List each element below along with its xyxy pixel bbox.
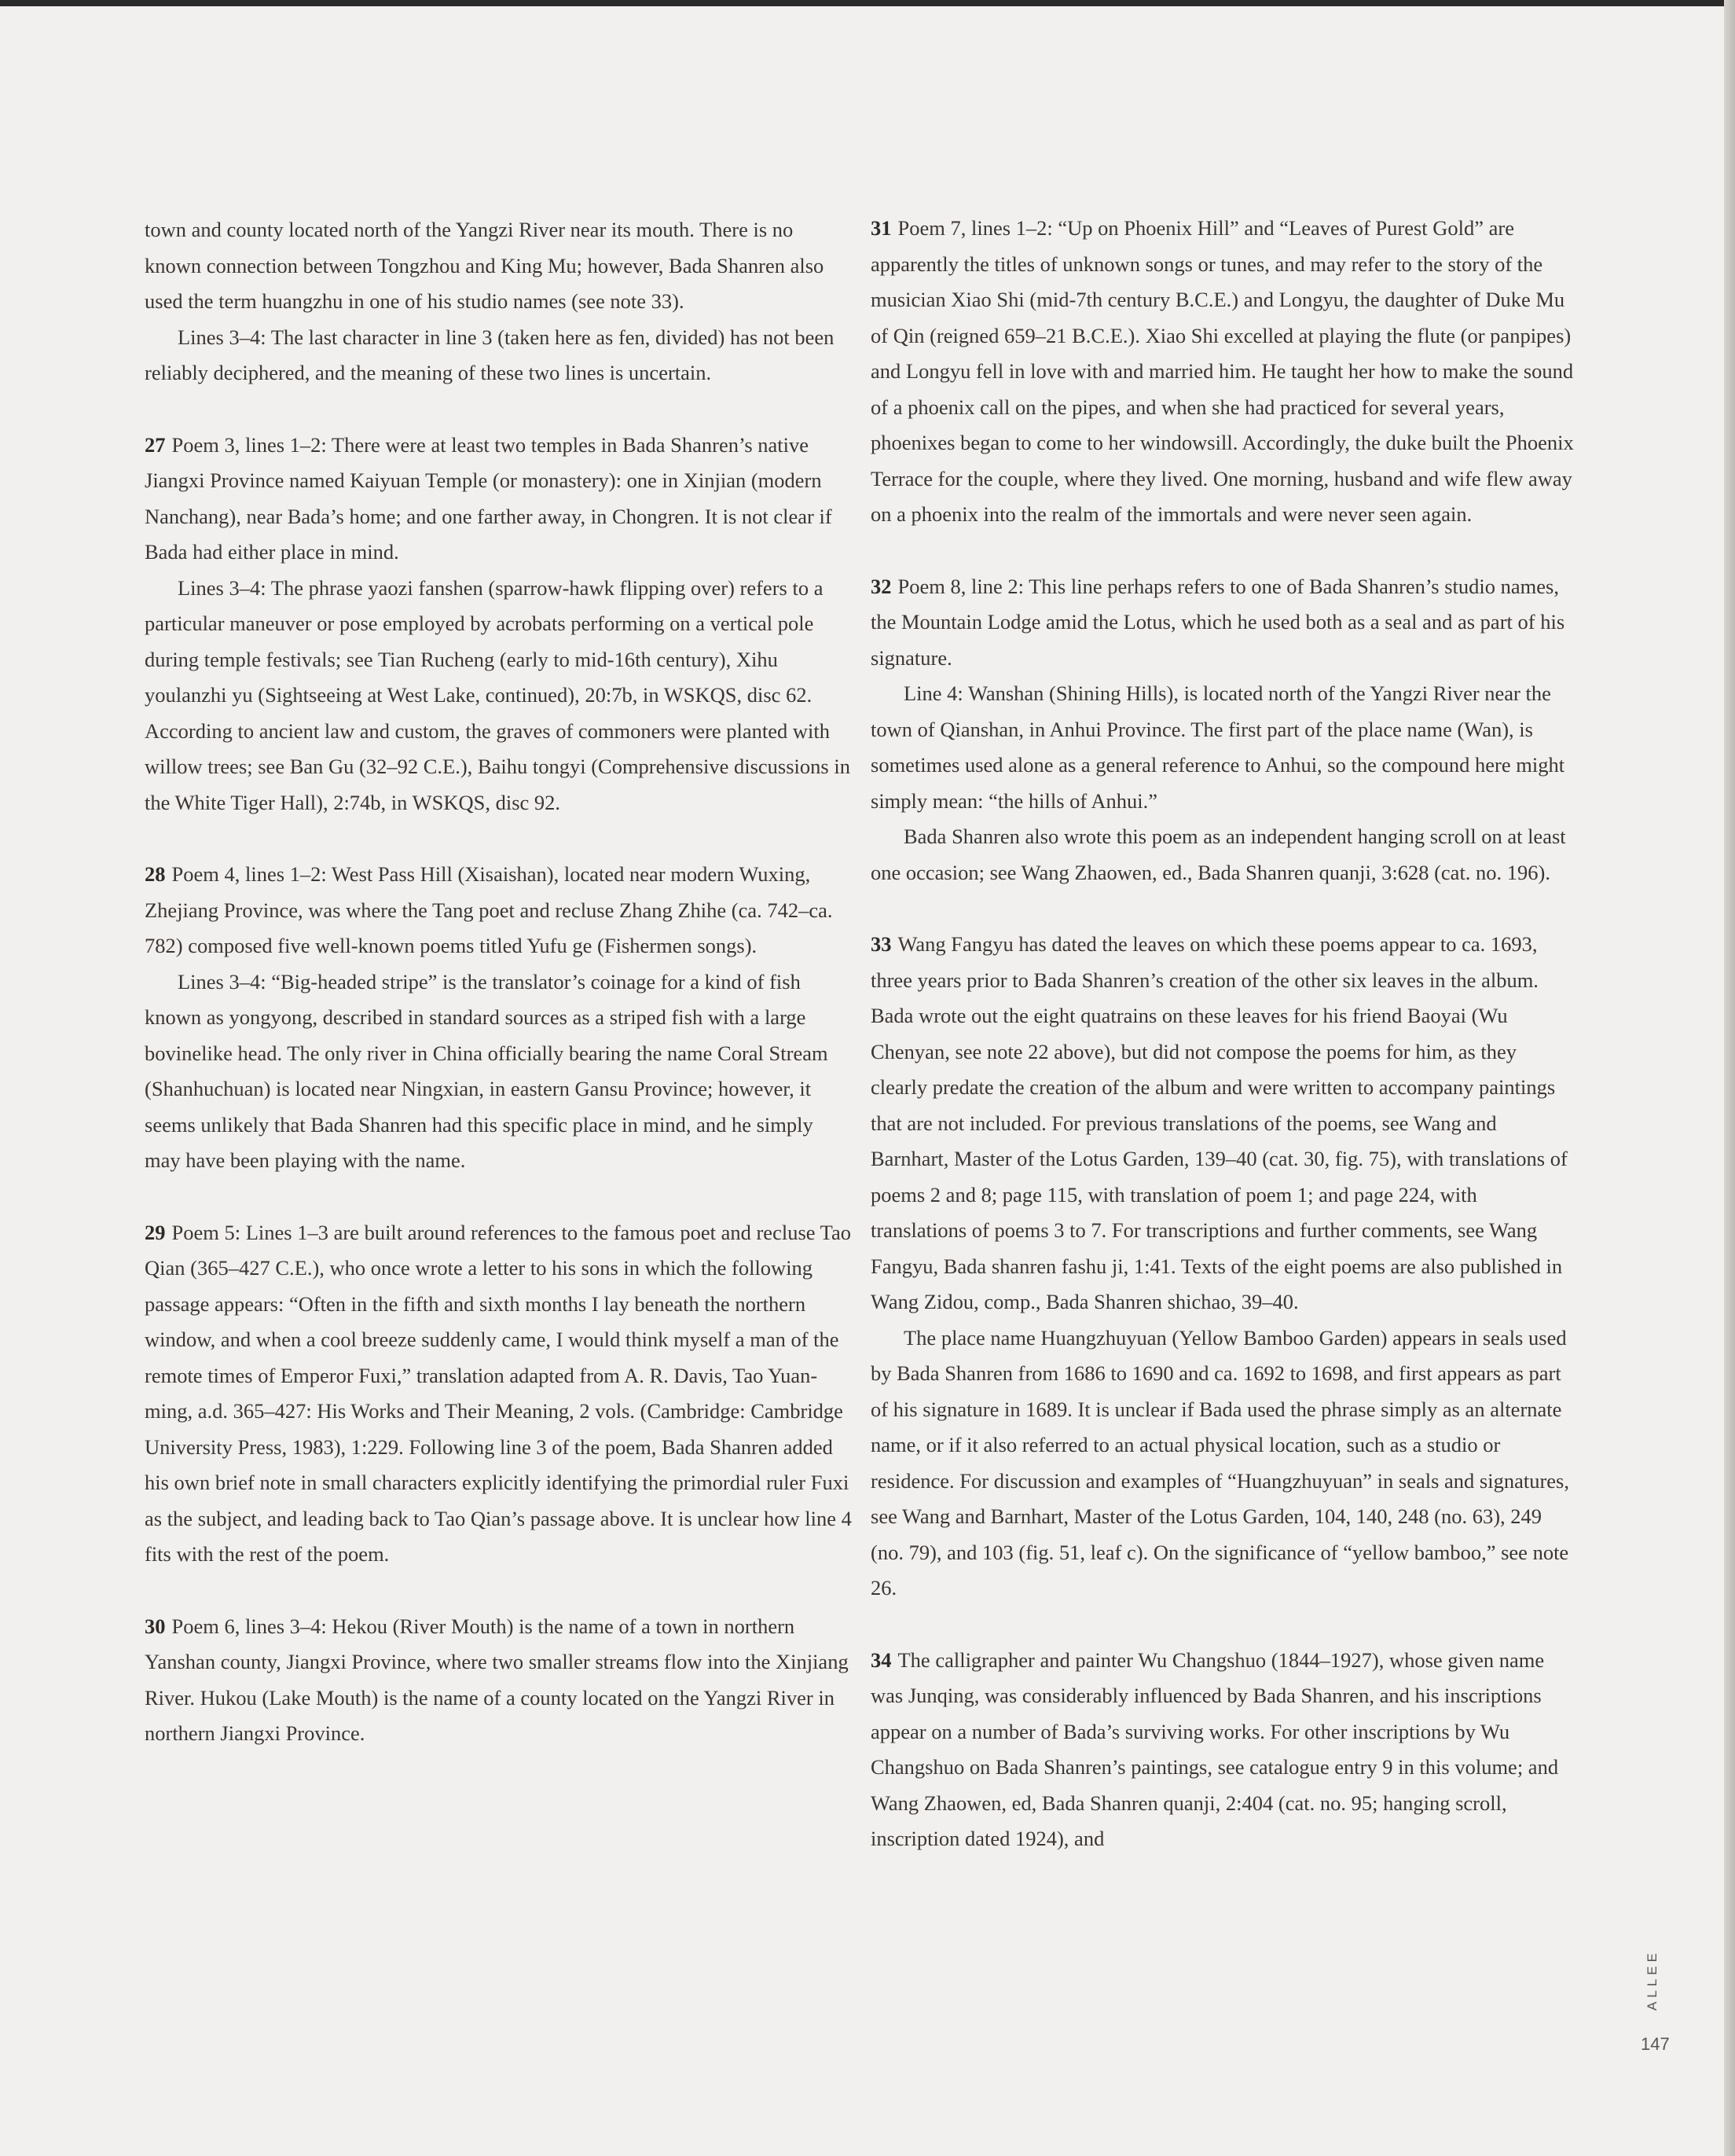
note-number: 33	[871, 932, 892, 956]
note-paragraph	[145, 1609, 852, 1752]
top-edge	[0, 0, 1735, 6]
note-text: Poem 6, lines 3–4: Hekou (River Mouth) is the name of a town in northern Yanshan county, Jiangxi Province, where two smaller streams flow into the Xinjiang River. Hukou (Lake Mouth) is the name of a county located on the Yangzi River in northern Jiangxi Province.	[145, 1614, 849, 1745]
note-number: 27	[145, 432, 166, 457]
note-continuation	[145, 212, 852, 391]
page-edge	[1724, 0, 1735, 2156]
note-paragraph	[871, 927, 1578, 1320]
note-number: 34	[871, 1647, 892, 1672]
note-28	[145, 857, 852, 1179]
note-text: The calligrapher and painter Wu Changshuo (1844–1927), whose given name was Junqing, was considerably influenced by Bada Shanren, and his inscriptions appear on a number of Bada’s surviving works. For other inscriptions by Wu Changshuo on Bada Shanren’s paintings, see catalogue entry 9 in this volume; and Wang Zhaowen, ed, Bada Shanren quanji, 2:404 (cat. no. 95; hanging scroll, inscription dated 1924), and	[871, 1647, 1559, 1850]
note-paragraph: Line 4: Wanshan (Shining Hills), is located north of the Yangzi River near the town of Qianshan, in Anhui Province. The first part of the place name (Wan), is sometimes used alone as a general reference to Anhui, so the compound here might simply mean: “the hills of Anhui.”	[871, 681, 1565, 813]
running-side-label: ALLEE	[1645, 1949, 1660, 2011]
note-34	[871, 1643, 1578, 1857]
note-29	[145, 1215, 852, 1573]
note-text: Poem 7, lines 1–2: “Up on Phoenix Hill” and “Leaves of Purest Gold” are apparently the titles of unknown songs or tunes, and may refer to the story of the musician Xiao Shi (mid-7th century B.C.E.) and Longyu, the daughter of Duke Mu of Qin (reigned 659–21 B.C.E.). Xiao Shi excelled at playing the flute (or panpipes) and Longyu fell in love with and married him. He taught her how to make the sound of a phoenix call on the pipes, and when she had practiced for several years, phoenixes began to come to her windowsill. Accordingly, the duke built the Phoenix Terrace for the couple, where they lived. One morning, husband and wife flew away on a phoenix into the realm of the immortals and were never seen again.	[871, 216, 1574, 526]
note-paragraph	[871, 211, 1578, 533]
note-paragraph	[871, 1643, 1578, 1857]
note-paragraph: The place name Huangzhuyuan (Yellow Bamboo Garden) appears in seals used by Bada Shanren from 1686 to 1690 and ca. 1692 to 1698, and first appears as part of his signature in 1689. It is unclear if Bada used the phrase simply as an alternate name, or if it also referred to an actual physical location, such as a studio or residence. For discussion and examples of “Huangzhuyuan” in seals and signatures, see Wang and Barnhart, Master of the Lotus Garden, 104, 140, 248 (no. 63), 249 (no. 79), and 103 (fig. 51, leaf c). On the significance of “yellow bamboo,” see note 26.	[871, 1325, 1569, 1600]
note-paragraph: Lines 3–4: The phrase yaozi fanshen (sparrow-hawk flipping over) refers to a particular maneuver or pose employed by acrobats performing on a vertical pole during temple festivals; see Tian Rucheng (early to mid-16th century), Xihu youlanzhi yu (Sightseeing at West Lake, continued), 20:7b, in WSKQS, disc 62. According to ancient law and custom, the graves of commoners were planted with willow trees; see Ban Gu (32–92 C.E.), Baihu tongyi (Comprehensive discussions in the White Tiger Hall), 2:74b, in WSKQS, disc 92.	[145, 575, 850, 814]
note-number: 31	[871, 216, 892, 240]
left-column	[145, 212, 852, 1788]
note-text: Poem 5: Lines 1–3 are built around references to the famous poet and recluse Tao Qian (365–427 C.E.), who once wrote a letter to his sons in which the following passage appears: “Often in the fifth and sixth months I lay beneath the northern window, and when a cool breeze suddenly came, I would think myself a man of the remote times of Emperor Fuxi,” translation adapted from A. R. Davis, Tao Yuan-ming, a.d. 365–427: His Works and Their Meaning, 2 vols. (Cambridge: Cambridge University Press, 1983), 1:229. Following line 3 of the poem, Bada Shanren added his own brief note in small characters explicitly identifying the primordial ruler Fuxi as the subject, and leading back to Tao Qian’s passage above. It is unclear how line 4 fits with the rest of the poem.	[145, 1220, 852, 1566]
note-paragraph	[145, 1215, 852, 1573]
note-text: Wang Fangyu has dated the leaves on which these poems appear to ca. 1693, three years prior to Bada Shanren’s creation of the other six leaves in the album. Bada wrote out the eight quatrains on these leaves for his friend Baoyai (Wu Chenyan, see note 22 above), but did not compose the poems for him, as they clearly predate the creation of the album and were written to accompany paintings that are not included. For previous translations of the poems, see Wang and Barnhart, Master of the Lotus Garden, 139–40 (cat. 30, fig. 75), with translations of poems 2 and 8; page 115, with translation of poem 1; and page 224, with translations of poems 3 to 7. For transcriptions and further comments, see Wang Fangyu, Bada shanren fashu ji, 1:41. Texts of the eight poems are also published in Wang Zidou, comp., Bada Shanren shichao, 39–40.	[871, 932, 1568, 1313]
note-paragraph	[145, 428, 852, 571]
note-30	[145, 1609, 852, 1752]
note-number: 29	[145, 1220, 166, 1244]
note-paragraph	[145, 857, 852, 964]
note-paragraph: Lines 3–4: “Big-headed stripe” is the translator’s coinage for a kind of fish known as yongyong, described in standard sources as a striped fish with a large bovinelike head. The only river in China officially bearing the name Coral Stream (Shanhuchuan) is located near Ningxian, in eastern Gansu Province; however, it seems unlikely that Bada Shanren had this specific place in mind, and he simply may have been playing with the name.	[145, 969, 828, 1172]
page-number: 147	[1641, 2034, 1670, 2054]
note-number: 28	[145, 862, 166, 886]
note-text: Poem 4, lines 1–2: West Pass Hill (Xisaishan), located near modern Wuxing, Zhejiang Province, was where the Tang poet and recluse Zhang Zhihe (ca. 742–ca. 782) composed five well-known poems titled Yufu ge (Fishermen songs).	[145, 862, 833, 957]
note-31	[871, 211, 1578, 533]
note-33	[871, 927, 1578, 1607]
note-number: 30	[145, 1614, 166, 1638]
note-paragraph: Lines 3–4: The last character in line 3 (taken here as fen, divided) has not been reliably deciphered, and the meaning of these two lines is uncertain.	[145, 325, 834, 384]
note-27	[145, 428, 852, 821]
note-32	[871, 569, 1578, 891]
note-paragraph: town and county located north of the Yangzi River near its mouth. There is no known connection between Tongzhou and King Mu; however, Bada Shanren also used the term huangzhu in one of his studio names (see note 33).	[145, 218, 824, 313]
right-column	[871, 212, 1578, 1893]
note-text: Poem 3, lines 1–2: There were at least two temples in Bada Shanren’s native Jiangxi Province named Kaiyuan Temple (or monastery): one in Xinjian (modern Nanchang), near Bada’s home; and one farther away, in Chongren. It is not clear if Bada had either place in mind.	[145, 432, 832, 564]
note-paragraph	[871, 569, 1578, 677]
note-text: Poem 8, line 2: This line perhaps refers to one of Bada Shanren’s studio names, the Mountain Lodge amid the Lotus, which he used both as a seal and as part of his signature.	[871, 574, 1565, 670]
note-paragraph: Bada Shanren also wrote this poem as an independent hanging scroll on at least one occasion; see Wang Zhaowen, ed., Bada Shanren quanji, 3:628 (cat. no. 196).	[871, 825, 1566, 884]
note-number: 32	[871, 574, 892, 598]
